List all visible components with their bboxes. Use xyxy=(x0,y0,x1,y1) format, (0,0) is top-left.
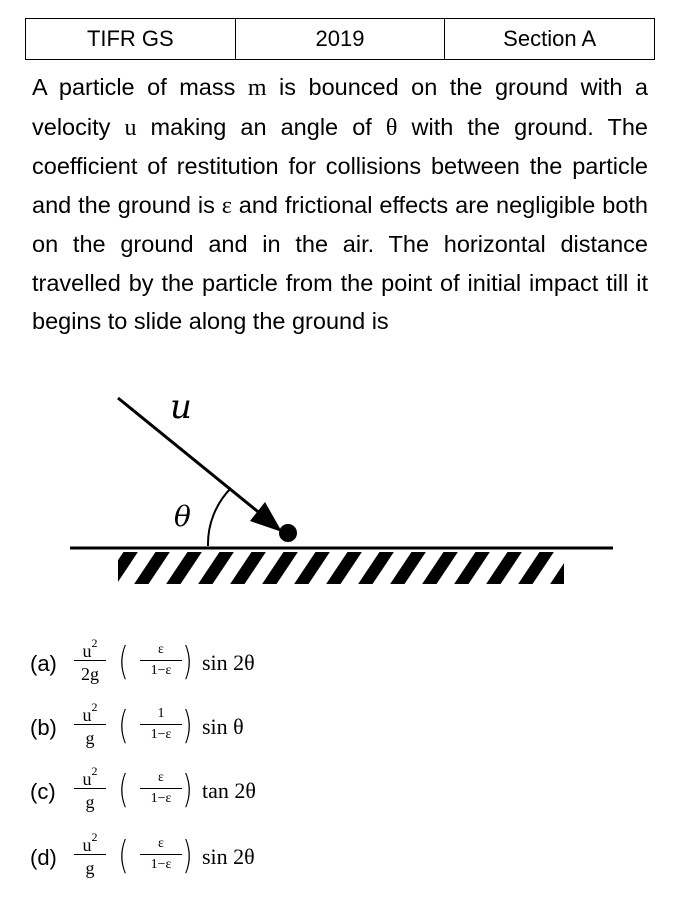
coefficient-fraction: $u^2$ g xyxy=(70,830,110,878)
section-cell: Section A xyxy=(445,19,655,60)
angle-arc xyxy=(208,488,231,546)
option-b[interactable] xyxy=(30,700,390,760)
option-a[interactable] xyxy=(30,636,390,696)
right-paren: ) xyxy=(182,703,193,747)
inner-fraction: 1 1−ε xyxy=(138,706,184,743)
question-part: and frictional effects are negligible both on the ground and in the air. The horizontal distance travelled by the particle from the point of initial impact till it begins to slide along the ground is xyxy=(32,191,649,334)
question-text xyxy=(32,68,648,341)
trig-term: tan 2θ xyxy=(202,778,256,803)
question-part: with the ground. The coefficient of restitution for collisions between the particle and the ground is xyxy=(32,113,648,218)
left-paren: ( xyxy=(118,833,129,877)
restitution-symbol: ε xyxy=(221,192,232,219)
question-part: is bounced on the ground with a velocity xyxy=(32,74,649,140)
year-cell: 2019 xyxy=(235,19,445,60)
mass-symbol: m xyxy=(247,75,267,101)
question-part: A particle of mass xyxy=(32,74,248,100)
coefficient-fraction: $u^2$ g xyxy=(70,764,110,812)
inner-fraction: ε 1−ε xyxy=(138,642,184,679)
exam-name-cell: TIFR GS xyxy=(26,19,236,60)
option-label: (c) xyxy=(30,779,56,804)
trig-term: sin 2θ xyxy=(202,844,255,869)
option-c[interactable] xyxy=(30,764,390,824)
option-label: (a) xyxy=(30,651,57,676)
coefficient-fraction: $u^2$ 2g xyxy=(70,636,110,684)
option-label: (b) xyxy=(30,715,57,740)
inner-fraction: ε 1−ε xyxy=(138,836,184,873)
right-paren: ) xyxy=(182,833,193,877)
trig-term: sin 2θ xyxy=(202,650,255,675)
angle-label: θ xyxy=(174,500,191,533)
left-paren: ( xyxy=(118,767,129,811)
coefficient-fraction: $u^2$ g xyxy=(70,700,110,748)
option-label: (d) xyxy=(30,845,57,870)
left-paren: ( xyxy=(118,639,129,683)
left-paren: ( xyxy=(118,703,129,747)
velocity-label: u xyxy=(170,388,192,427)
trig-term: sin θ xyxy=(202,714,244,739)
inner-fraction: ε 1−ε xyxy=(138,770,184,807)
arrow-head xyxy=(250,502,282,532)
option-d[interactable] xyxy=(30,830,390,890)
question-part: making an angle of xyxy=(136,113,386,140)
angle-symbol: θ xyxy=(385,114,398,141)
header-table xyxy=(25,18,655,60)
velocity-symbol: u xyxy=(124,114,137,141)
right-paren: ) xyxy=(182,639,193,683)
particle xyxy=(279,524,297,542)
right-paren: ) xyxy=(182,767,193,811)
projectile-diagram xyxy=(60,388,620,603)
